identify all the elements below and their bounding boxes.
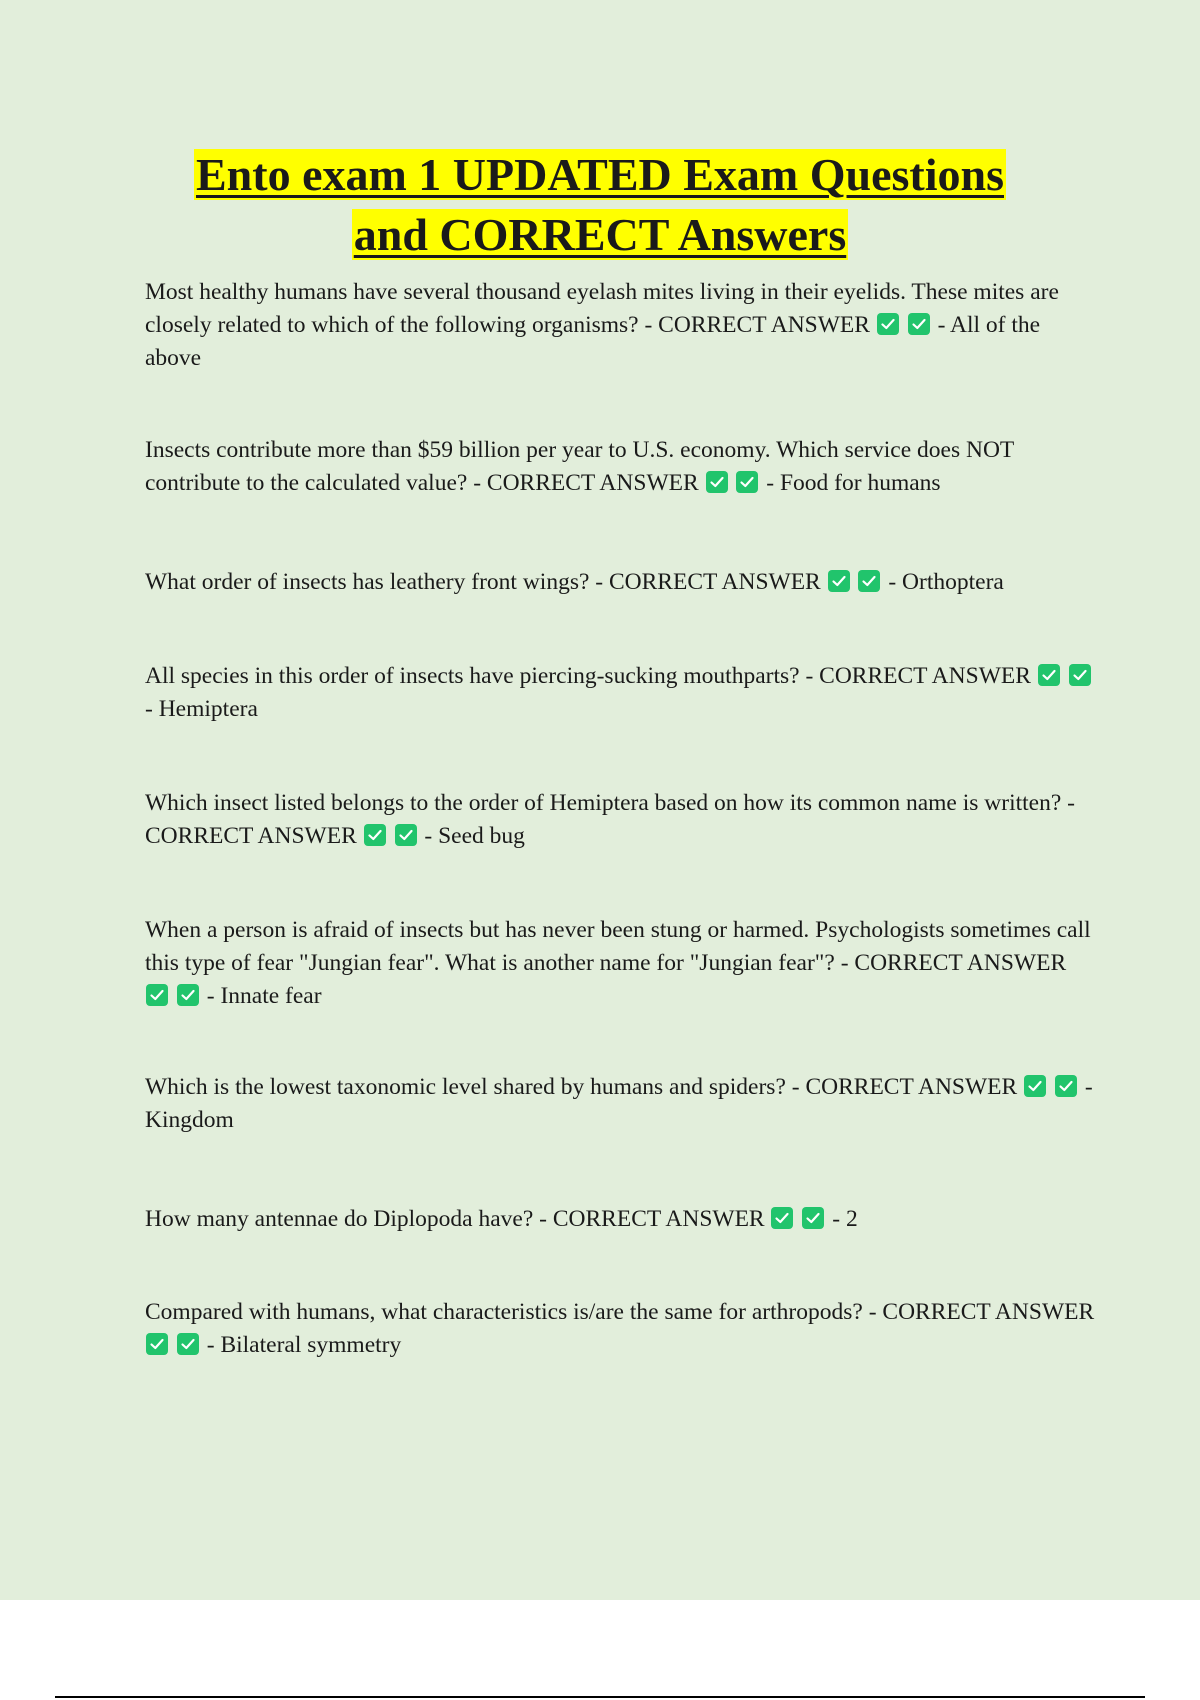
answer-text: Food for humans [779, 470, 941, 496]
question-text: How many antennae do Diplopoda have? [145, 1206, 534, 1232]
answer-text: Bilateral symmetry [220, 1332, 402, 1358]
answer-prefix: - [200, 983, 221, 1009]
correct-answer-label: - CORRECT ANSWER [638, 312, 870, 338]
checkmark-icon [364, 824, 386, 846]
checkmark-icon [736, 471, 758, 493]
question-text: Most healthy humans have several thousand eyelash mites living in their eyelids. These mites are closely related to which of the following organisms? [145, 279, 1059, 338]
answer-text: All of the above [145, 312, 1041, 371]
qa-item [145, 276, 1100, 375]
answer-text: Kingdom [145, 1107, 234, 1133]
correct-answer-label: - CORRECT ANSWER [862, 1299, 1095, 1325]
correct-answer-label: - CORRECT ANSWER [834, 950, 1067, 976]
title-line-2: and CORRECT Answers [353, 209, 847, 260]
checkmark-icon [706, 471, 728, 493]
checkmark-icon [1024, 1075, 1046, 1097]
answer-prefix: - [882, 569, 903, 595]
checkmark-icon [177, 984, 199, 1006]
answer-text: Seed bug [438, 823, 525, 849]
document-title [0, 145, 1200, 265]
answer-text: Hemiptera [158, 696, 258, 722]
question-text: Insects contribute more than $59 billion per year to U.S. economy. Which service does NOT contribute to the calculated value? [145, 437, 1014, 496]
correct-answer-label: - CORRECT ANSWER [145, 790, 1075, 849]
title-line-1: Ento exam 1 UPDATED Exam Questions [195, 149, 1004, 200]
footer-divider [55, 1696, 1145, 1698]
correct-answer-label: - CORRECT ANSWER [533, 1206, 765, 1232]
checkmark-icon [1055, 1075, 1077, 1097]
qa-item [145, 914, 1100, 1013]
checkmark-icon [828, 570, 850, 592]
checkmark-icon [177, 1333, 199, 1355]
checkmark-icon [908, 313, 930, 335]
question-text: What order of insects has leathery front wings? [145, 569, 590, 595]
correct-answer-label: - CORRECT ANSWER [589, 569, 821, 595]
checkmark-icon [146, 984, 168, 1006]
correct-answer-label: - CORRECT ANSWER [785, 1074, 1018, 1100]
qa-item [145, 787, 1100, 853]
question-text: All species in this order of insects have piercing-sucking mouthparts? [145, 663, 800, 689]
qa-item [145, 1203, 1100, 1236]
answer-prefix: - [418, 823, 439, 849]
answer-prefix: - [1078, 1074, 1093, 1100]
question-text: Which is the lowest taxonomic level shared by humans and spiders? [145, 1074, 786, 1100]
correct-answer-label: - CORRECT ANSWER [467, 470, 699, 496]
checkmark-icon [1038, 664, 1060, 686]
checkmark-icon [395, 824, 417, 846]
question-text: Compared with humans, what characteristics is/are the same for arthropods? [145, 1299, 863, 1325]
answer-text: Innate fear [220, 983, 322, 1009]
checkmark-icon [771, 1207, 793, 1229]
answer-prefix: - [760, 470, 780, 496]
checkmark-icon [146, 1333, 168, 1355]
checkmark-icon [802, 1207, 824, 1229]
answer-prefix: - [931, 312, 950, 338]
checkmark-icon [858, 570, 880, 592]
answer-prefix: - [145, 696, 159, 722]
qa-item [145, 1071, 1100, 1137]
answer-text: 2 [845, 1206, 858, 1232]
checkmark-icon [877, 313, 899, 335]
qa-item [145, 434, 1100, 500]
answer-prefix: - [826, 1206, 846, 1232]
qa-item [145, 660, 1100, 726]
answer-prefix: - [200, 1332, 221, 1358]
checkmark-icon [1069, 664, 1091, 686]
qa-item [145, 566, 1100, 599]
question-text: When a person is afraid of insects but has never been stung or harmed. Psychologists sometimes call this type of fear "Jungian fear". What is another name for "Jungian fear"? [145, 917, 1091, 976]
qa-item [145, 1296, 1100, 1362]
answer-text: Orthoptera [902, 569, 1004, 595]
correct-answer-label: - CORRECT ANSWER [799, 663, 1031, 689]
question-text: Which insect listed belongs to the order of Hemiptera based on how its common name is written? [145, 790, 1062, 816]
